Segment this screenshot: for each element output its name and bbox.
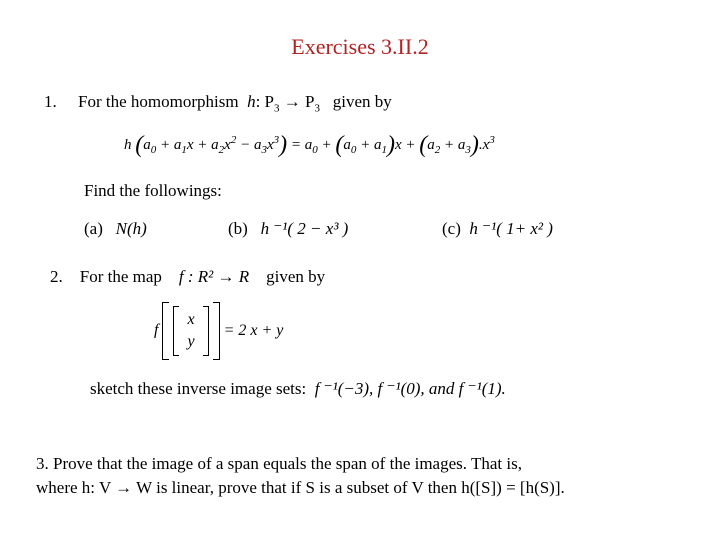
exercise-2-intro: For the map (79, 267, 162, 286)
exercise-3-line-1: 3. Prove that the image of a span equals the span of the images. That is, (36, 454, 522, 473)
formula-fn: h (124, 137, 132, 153)
part-a-expr: N(h) (115, 219, 147, 238)
outer-bracket-left (162, 302, 169, 360)
exercise-2-header (50, 267, 325, 287)
sketch-text: sketch these inverse image sets: (90, 379, 307, 398)
exercise-1-formula: h $(a_0 + a_1x + a_2x^2 - a_3x^3) = a_0 + (a_0 + a_1)x + (a_2 + a_3).x^3$ (124, 132, 495, 158)
formula-open-paren: ( (135, 132, 144, 158)
part-c-expr: h ⁻¹( 1+ x² ) (469, 219, 553, 238)
column-vector (179, 309, 202, 353)
exercise-2-map: f : R² → R (178, 267, 250, 286)
space-subscript-target: 3 (314, 102, 320, 115)
matrix-bracket-right (203, 306, 209, 356)
part-b-label: (b) (228, 219, 248, 238)
part-c-label: (c) (442, 219, 461, 238)
formula2-rhs: = 2 x + y (223, 322, 284, 339)
formula-close-paren: ) (279, 132, 288, 158)
exercise-2-number: 2. (50, 267, 63, 286)
exercise-2-given-by: given by (266, 267, 326, 286)
exercise-1-header: 1. For the homomorphism h: $P_3 \to P_3$ given by (44, 92, 392, 115)
outer-bracket-right (213, 302, 220, 360)
exercise-3-line-2: where h: V → W is linear, prove that if S is a subset of V then h([S]) = [h(S)]. (36, 478, 565, 497)
formula2-fn: f (154, 321, 159, 339)
exercise-2-sketch (90, 379, 506, 399)
vector-y: y (187, 333, 195, 350)
space-subscript: 3 (274, 102, 280, 115)
space-symbol: P (264, 92, 275, 111)
vector-x: x (187, 311, 195, 328)
part-c (442, 219, 553, 239)
exercise-2-formula (154, 302, 283, 360)
part-b-expr: h ⁻¹( 2 − x³ ) (260, 219, 349, 238)
inverse-sets: f ⁻¹(−3), f ⁻¹(0), and f ⁻¹(1). (314, 379, 506, 398)
part-b (228, 219, 348, 239)
space-symbol-target: P (305, 92, 315, 111)
exercise-1-map-name: h (247, 92, 256, 111)
exercise-1-intro: For the homomorphism (78, 92, 239, 111)
part-a-label: (a) (84, 219, 103, 238)
page-title: Exercises 3.II.2 (291, 34, 429, 59)
exercise-1-number: 1. (44, 92, 57, 111)
exercise-1-find: Find the followings: (84, 181, 222, 200)
exercise-1-given-by: given by (332, 92, 392, 111)
part-a (84, 219, 147, 239)
